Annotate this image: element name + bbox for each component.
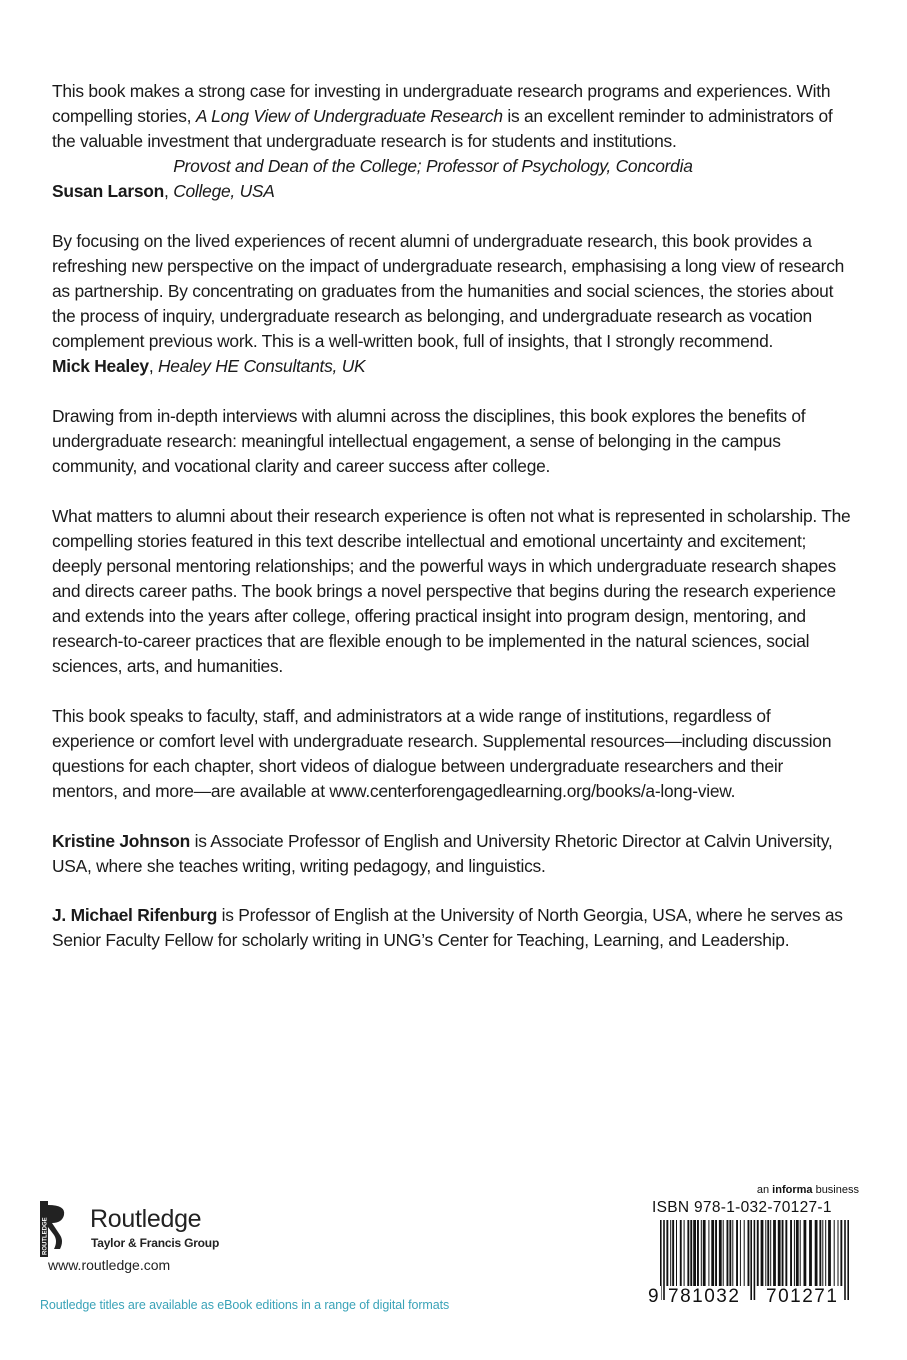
endorsement-quote: This book makes a strong case for investing in undergraduate research programs and experiences. With compelling stories, A Long View of Undergraduate Research is an excellent reminder to administrators of the valuable investment that undergraduate research is for students and institutions.	[52, 81, 833, 151]
barcode-bar	[708, 1220, 709, 1286]
barcode-bar	[711, 1220, 714, 1286]
routledge-logo	[40, 1201, 270, 1261]
barcode-bar	[672, 1220, 674, 1286]
endorser-name: Susan Larson	[52, 181, 165, 201]
logo-vertical-text: ROUTLEDGE	[42, 1217, 49, 1255]
barcode-bar	[825, 1220, 826, 1286]
description-paragraph: What matters to alumni about their research experience is often not what is represented in scholarship. The compelling stories featured in this text describe intellectual and emotional uncertainty and excitement; deeply personal mentoring relationships; and the powerful ways in which undergraduate research shapes and directs career paths. The book brings a novel perspective that begins during the research experience and extends into the years after college, offering practical insight into program design, mentoring, and research-to-career practices that are flexible enough to be implemented in the natural sciences, social sciences, arts, and humanities.	[52, 506, 851, 676]
endorser: Mick Healey, Healey HE Consultants, UK	[52, 356, 366, 376]
barcode-bar	[723, 1220, 724, 1286]
barcode-bar	[703, 1220, 706, 1286]
barcode-bar	[834, 1220, 835, 1286]
barcode-bar	[782, 1220, 784, 1286]
author-bio	[52, 829, 852, 879]
barcode-bar	[744, 1220, 745, 1286]
barcode-bar	[697, 1220, 699, 1286]
barcode-bar	[736, 1220, 738, 1286]
endorser-affiliation: Provost and Dean of the College; Professor of Psychology, Concordia College, USA	[173, 156, 693, 201]
description-paragraph: Drawing from in-depth interviews with alumni across the disciplines, this book explores the benefits of undergraduate research: meaningful intellectual engagement, a sense of belonging in the campus community, and vocational clarity and career success after college.	[52, 406, 806, 476]
barcode-bar	[822, 1220, 823, 1286]
endorsement-1	[52, 79, 852, 204]
barcode-bar	[719, 1220, 722, 1286]
routledge-logo-icon	[40, 1201, 68, 1257]
endorsement-2	[52, 229, 852, 379]
book-title: A Long View of Undergraduate Research	[195, 106, 503, 126]
author-bio	[52, 903, 852, 953]
barcode-bar	[840, 1220, 842, 1286]
publisher-website[interactable]: www.routledge.com	[48, 1257, 171, 1273]
barcode-bar	[732, 1220, 733, 1286]
barcode-digits	[646, 1286, 858, 1308]
barcode-bar	[778, 1220, 781, 1286]
informa-brand: informa	[772, 1184, 813, 1196]
barcode-group-1: 781032	[668, 1286, 741, 1307]
barcode-bar	[701, 1220, 702, 1286]
author-name: J. Michael Rifenburg	[52, 905, 218, 925]
barcode-bar	[815, 1220, 818, 1286]
barcode-bar	[804, 1220, 807, 1286]
barcode-group-2: 701271	[766, 1286, 839, 1307]
endorser-affiliation: Healey HE Consultants, UK	[158, 356, 366, 376]
barcode-bar	[785, 1220, 787, 1286]
back-cover-text	[52, 79, 852, 977]
author-bio-text: is Professor of English at the University of North Georgia, USA, where he serves as Senior Faculty Fellow for scholarly writing in UNG’s Center for Teaching, Learning, and Leadership.	[52, 905, 843, 950]
barcode-bar	[748, 1220, 750, 1286]
barcode-bar	[796, 1220, 799, 1286]
barcode-bar	[757, 1220, 759, 1286]
description-paragraph: This book speaks to faculty, staff, and administrators at a wide range of institutions, regardless of experience or comfort level with undergraduate research. Supplemental resources—including discussion questions for each chapter, short videos of dialogue between undergraduate researchers and their mentors, and more—are available at www.centerforengagedlearning.org/books/a-long-view.	[52, 706, 832, 801]
barcode-bar	[838, 1220, 839, 1286]
barcode-bar	[740, 1220, 741, 1286]
barcode-bar	[761, 1220, 764, 1286]
barcode-bar	[773, 1220, 776, 1286]
barcode-bar	[770, 1220, 771, 1286]
endorsement-quote: By focusing on the lived experiences of recent alumni of undergraduate research, this book provides a refreshing new perspective on the impact of undergraduate research, emphasising a long view of research as partnership. By concentrating on graduates from the humanities and social sciences, the stories about the process of inquiry, undergraduate research as belonging, and undergraduate research as vocation complement previous work. This is a well-written book, full of insights, that I strongly recommend.	[52, 231, 845, 351]
barcode-bar	[687, 1220, 689, 1286]
barcode-bar	[680, 1220, 682, 1286]
barcode-bar	[765, 1220, 766, 1286]
barcode-bar	[727, 1220, 729, 1286]
endorser-name: Mick Healey	[52, 356, 149, 376]
barcode-bar	[684, 1220, 685, 1286]
barcode-bar	[828, 1220, 831, 1286]
barcode-bar	[729, 1220, 731, 1286]
ebook-note: Routledge titles are available as eBook editions in a range of digital formats	[40, 1298, 450, 1312]
publisher-group: Taylor & Francis Group	[91, 1236, 220, 1250]
barcode-bar	[800, 1220, 801, 1286]
barcode-bar	[794, 1220, 795, 1286]
barcode-bar	[790, 1220, 792, 1286]
author-name: Kristine Johnson	[52, 831, 191, 851]
barcode-bar	[676, 1220, 677, 1286]
barcode-bar	[693, 1220, 696, 1286]
isbn-label: ISBN 978-1-032-70127-1	[652, 1199, 832, 1216]
publisher-name: Routledge	[90, 1205, 202, 1233]
barcode-bar	[666, 1220, 668, 1286]
author-bio-text: is Associate Professor of English and University Rhetoric Director at Calvin University, USA, where she teaches writing, writing pedagogy, and linguistics.	[52, 831, 833, 876]
endorser: Susan Larson, Provost and Dean of the College; Professor of Psychology, Concordia College, USA	[52, 154, 852, 204]
barcode-bar	[670, 1220, 671, 1286]
barcode-bar	[809, 1220, 812, 1286]
barcode-first-digit: 9	[648, 1286, 659, 1307]
barcode-bar	[690, 1220, 692, 1286]
barcode-bar	[715, 1220, 717, 1286]
barcode-bar	[767, 1220, 769, 1286]
informa-tagline: an informa business	[756, 1184, 859, 1196]
barcode-bar	[819, 1220, 821, 1286]
